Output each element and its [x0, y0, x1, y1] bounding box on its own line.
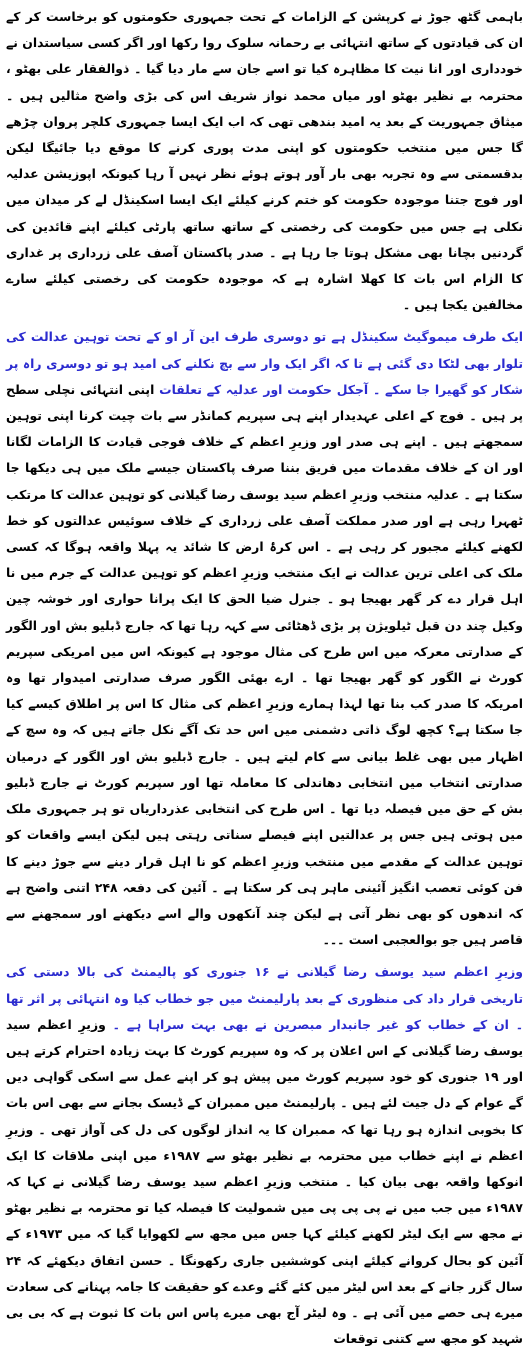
paragraph-2 — [6, 324, 523, 953]
paragraph-3 — [6, 959, 523, 1352]
highlighted-text: وزیرِ اعظم سید یوسف رضا گیلانی نے ۱۶ جنوری کو پالیمنٹ کی بالا دستی کی تاریخی قرار داد کی منظوری کے بعد پارلیمنٹ میں جو خطاب کیا وہ انتہائی پر اثر تھا ۔ ان کے خطاب کو غیر جانبدار مبصرین نے بھی بہت سراہا ہے ۔ — [6, 964, 523, 1032]
paragraph-3-text: وزیرِ اعظم سید یوسف رضا گیلانی کے اس اعلان پر کہ وہ سپریم کورٹ کا بہت زیادہ احترام کرتے ہیں اور ۱۹ جنوری کو خود سپریم کورٹ میں پیش ہو کر اپنے عمل سے اسکی گواہی دیں گے عوام کے دل جیت لئے ہیں ۔ پارلیمنٹ میں ممبران کے ڈیسک بجانے سے بھی اس بات کا بخوبی اندازہ ہو رہا تھا کہ ممبران کا یہ انداز لوگوں کی دل کی آواز تھی ۔ وزیرِ اعظم نے اپنے خطاب میں محترمہ بے نظیر بھٹو سے ۱۹۸۷ء میں اپنی ملاقات کا ایک انوکھا واقعہ بھی بیان کیا ۔ منتخب وزیرِ اعظم سید یوسف رضا گیلانی نے کہا کہ ۱۹۸۷ء میں جب میں نے پی پی پی میں شمولیت کا فیصلہ کیا تو محترمہ بے نظیر بھٹو نے مجھ سے ایک لیٹر لکھنے کیلئے کہا جس میں مجھ سے لکھوایا گیا کہ میں ۱۹۷۳ء کے آئین کو بحال کروانے کیلئے اپنی کوششیں جاری رکھونگا ۔ حسن اتفاق دیکھئے کہ ۲۴ سال گزر جانے کے بعد اس لیٹر میں کئے گئے وعدے کو حقیقت کا جامہ پہنانے کی سعادت میرے ہی حصے میں آئی ہے ۔ وہ لیٹر آج بھی میرے پاس اس بات کا ثبوت ہے کہ بی بی شہید کو مجھ سے کتنی توقعات — [6, 1016, 523, 1347]
paragraph-1: باہمی گٹھ جوڑ نے کرپشن کے الزامات کے تحت جمہوری حکومتوں کو برخاست کر کے ان کی قیادتوں کے ساتھ انتہائی بے رحمانہ سلوک روا رکھا اور اگر کسی سیاستدان نے خودداری اور انا نیت کا مظاہرہ کیا تو اسے جان سے مار دیا گیا ۔ ذوالفقار علی بھٹو ، محترمہ بے نظیر بھٹو اور میاں محمد نواز شریف اس کی بڑی واضح مثالیں ہیں ۔ میثاق جمہوریت کے بعد یہ امید بندھی تھی کہ اب ایک ایسا جمہوری کلچر پروان چڑھے گا جس میں منتخب حکومتوں کو اپنی مدت پوری کرنے کا موقع دیا جائیگا لیکن بدقسمتی سے وہ تجربہ بھی بار آور ہوتے ہوئے نظر نہیں آ رہا کیونکہ اپوزیشن عدلیہ اور فوج جتنا موجودہ حکومت کو ختم کرنے کیلئے ایک ایسا اسکینڈل لے کر میدان میں نکلی ہے جس میں حکومت کی رخصتی کے ساتھ ساتھ پارٹی کیلئے اپنے قائدین کی گردنیں بچانا بھی مشکل ہوتا جا رہا ہے ۔ صدر پاکستان آصف علی زرداری پر غداری کا الزام اس بات کا کھلا اشارہ ہے کہ موجودہ حکومت کی رخصتی کیلئے سارے مخالفین یکجا ہیں ۔ — [6, 9, 523, 313]
paragraph-2-text: اپنی انتہائی نچلی سطح پر ہیں ۔ فوج کے اعلی عہدیدار اپنے ہی سپریم کمانڈر سے بات چیت کرنا اپنی توہین سمجھتے ہیں ۔ اپنے ہی صدر اور وزیرِ اعظم کے خلاف فوجی قیادت کا الزامات لگانا اور ان کے خلاف مقدمات میں فریق بننا صرف پاکستان جیسے ملک میں ہی دیکھا جا سکتا ہے ۔ عدلیہ منتخب وزیرِ اعظم سید یوسف رضا گیلانی کو توہین عدالت کا مرتکب ٹھہرا رہی ہے اور صدر مملکت آصف علی زرداری کے خلاف سوئیس عدالتوں کو خط لکھنے کیلئے مجبور کر رہی ہے ۔ اس کرۂ ارض کا شائد یہ پہلا واقعہ ہوگا کہ کسی ملک کی اعلی ترین عدالت نے ایک منتخب وزیرِ اعظم کو توہین عدالت کے جرم میں نا اہل قرار دے کر گھر بھیجا ہو ۔ جنرل ضیا الحق کا ایک پرانا حواری اور خوشہ چین وکیل چند دن قبل ٹیلویژن پر بڑی ڈھٹائی سے کہہ رہا تھا کہ جارج ڈبلیو بش اور الگور کے صدارتی معرکہ میں اس طرح کی مثال موجود ہے کیونکہ اس میں امریکی سپریم کورٹ نے الگور کو گھر بھیجا تھا ۔ ارے بھئی الگور صرف صدارتی امیدوار تھا وہ امریکہ کا صدر کب بنا تھا لہذا ہمارے وزیرِ اعظم کی مثال کا اس پر اطلاق کیسے کیا جا سکتا ہے؟ کچھ لوگ ذاتی دشمنی میں اس حد تک آگے نکل جاتے ہیں کہ وہ سچ کے اظہار میں بھی غلط بیانی سے کام لیتے ہیں ۔ جارج ڈبلیو بش اور الگور کے درمیان صدارتی انتخاب میں انتخابی دھاندلی کا معاملہ تھا اور سپریم کورٹ نے جارج ڈبلیو بش کے حق میں فیصلہ دیا تھا ۔ اس طرح کی انتخابی عذرداریاں تو ہر جمہوری ملک میں ہوتی ہیں جس پر عدالتیں اپنے فیصلے سناتی رہتی ہیں لیکن ایسے واقعات کو توہین عدالت کے مقدمے میں منتخب وزیرِ اعظم کو نا اہل قرار دینے سے جوڑ دینے کا فن کوئی تعصب انگیز آئینی ماہر ہی کر سکتا ہے ۔ آئین کی دفعہ ۲۴۸ اتنی واضح ہے کہ اندھوں کو بھی نظر آتی ہے لیکن چند آنکھوں والے اسے دیکھنے اور سمجھنے سے قاصر ہیں جو بوالعجبی است ۔۔۔ — [6, 381, 524, 948]
highlighted-text: ایک طرف میموگیٹ سکینڈل ہے تو دوسری طرف این آر او کے تحت توہین عدالت کی تلوار بھی لٹکا دی گئی ہے تا کہ اگر ایک وار سے بچ نکلنے کی امید ہو تو دوسری راہ پر شکار کو گھیرا جا سکے ۔ آجکل حکومت اور عدلیہ کے تعلقات — [6, 329, 523, 397]
